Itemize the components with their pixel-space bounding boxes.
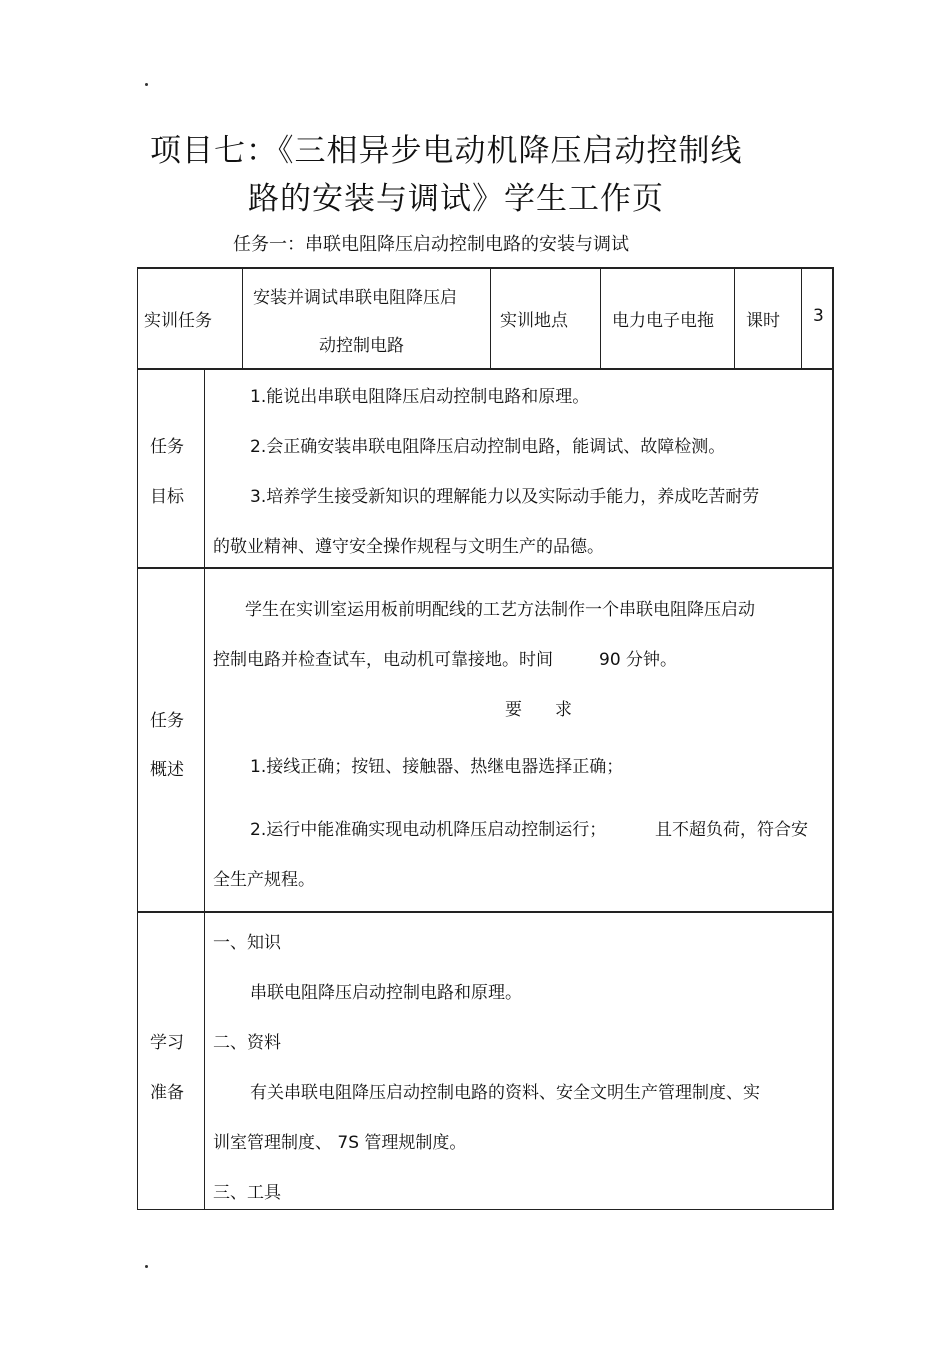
objectives-label-line1: 任务	[150, 437, 184, 457]
overview-duration: 90 分钟。	[599, 650, 678, 670]
label-column-divider	[204, 368, 205, 1210]
tools-heading: 三、工具	[213, 1183, 281, 1203]
location-value: 电力电子电拖	[612, 311, 714, 331]
hours-value: 3	[813, 306, 824, 326]
objective-item: 的敬业精神、遵守安全操作规程与文明生产的品德。	[213, 537, 604, 557]
requirements-title: 要	[505, 700, 522, 720]
task-value-line2: 动控制电路	[319, 336, 404, 356]
table-border-right	[832, 267, 834, 1210]
objective-item: 3.培养学生接受新知识的理解能力以及实际动手能力，养成吃苦耐劳	[250, 487, 760, 507]
info-cell-divider	[734, 267, 735, 369]
task-label: 实训任务	[144, 311, 212, 331]
table-border-bottom	[137, 1209, 834, 1210]
objective-item: 2.会正确安装串联电阻降压启动控制电路，能调试、故障检测。	[250, 437, 726, 457]
task-value-line1: 安装并调试串联电阻降压启	[253, 288, 457, 308]
table-border-left	[137, 267, 138, 1210]
requirement-item: 且不超负荷，符合安	[655, 820, 808, 840]
page-subtitle: 任务一：串联电阻降压启动控制电路的安装与调试	[233, 234, 629, 255]
page-dot	[145, 83, 148, 86]
info-cell-divider	[801, 267, 802, 369]
materials-heading: 二、资料	[213, 1033, 281, 1053]
location-label: 实训地点	[500, 311, 568, 331]
preparation-label-line2: 准备	[150, 1083, 184, 1103]
requirements-title: 求	[555, 700, 572, 720]
table-row-divider	[137, 911, 834, 913]
requirement-item: 2.运行中能准确实现电动机降压启动控制运行；	[250, 820, 607, 840]
page-title-line1: 项目七：《三相异步电动机降压启动控制线	[150, 133, 743, 169]
materials-text-line1: 有关串联电阻降压启动控制电路的资料、安全文明生产管理制度、实	[250, 1083, 760, 1103]
knowledge-heading: 一、知识	[213, 933, 281, 953]
objective-item: 1.能说出串联电阻降压启动控制电路和原理。	[250, 387, 590, 407]
info-cell-divider	[242, 267, 243, 369]
overview-paragraph-line2: 控制电路并检查试车，电动机可靠接地。时间	[213, 650, 553, 670]
requirement-item: 1.接线正确；按钮、接触器、热继电器选择正确；	[250, 757, 624, 777]
page-title-line2: 路的安装与调试》学生工作页	[248, 181, 664, 217]
overview-paragraph-line1: 学生在实训室运用板前明配线的工艺方法制作一个串联电阻降压启动	[245, 600, 755, 620]
preparation-label-line1: 学习	[150, 1033, 184, 1053]
hours-label: 课时	[746, 311, 780, 331]
materials-text-line2: 训室管理制度、 7S 管理规制度。	[213, 1133, 467, 1153]
knowledge-text: 串联电阻降压启动控制电路和原理。	[250, 983, 522, 1003]
page-dot	[145, 1265, 148, 1268]
overview-label-line2: 概述	[150, 760, 184, 780]
objectives-label-line2: 目标	[150, 487, 184, 507]
info-cell-divider	[490, 267, 491, 369]
info-cell-divider	[600, 267, 601, 369]
overview-label-line1: 任务	[150, 711, 184, 731]
requirement-item: 全生产规程。	[213, 870, 315, 890]
table-row-divider	[137, 567, 834, 569]
